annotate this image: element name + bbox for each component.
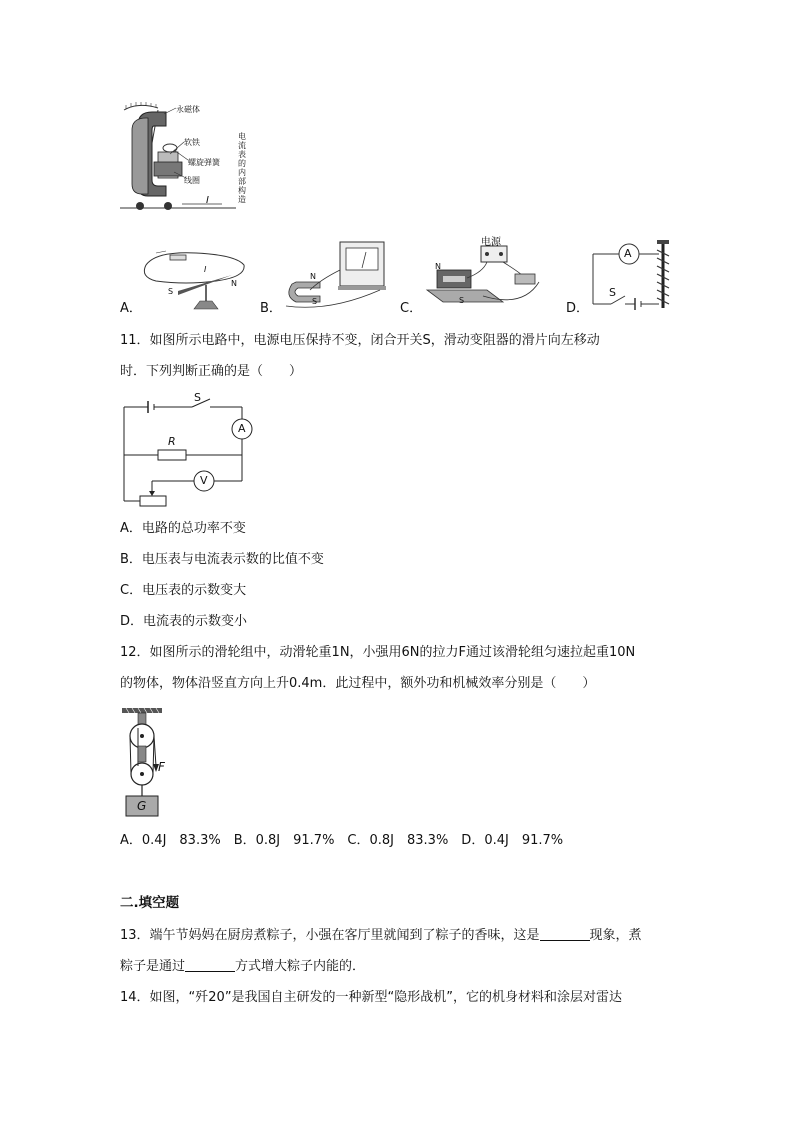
- wire-compass-drawing: [136, 243, 251, 311]
- q13-line1-pre: 13．端午节妈妈在厨房煮粽子，小强在客厅里就闻到了粽子的香味，这是: [120, 928, 540, 943]
- electromagnet-circuit-drawing: [585, 238, 680, 310]
- label-soft-iron: 软铁: [184, 138, 200, 147]
- q13-line2: [120, 957, 365, 977]
- q11-stem-line2: 时．下列判断正确的是（ ）: [120, 364, 303, 379]
- q11-option-c: C．电压表的示数变大: [120, 583, 247, 598]
- q13-line1-post: 现象，煮: [589, 928, 642, 943]
- option-a-pole-n: N: [231, 279, 237, 288]
- q11-circuit-drawing: [118, 393, 258, 508]
- option-b-pole-s: S: [312, 297, 318, 306]
- q11-option-d: D．电流表的示数变小: [120, 614, 248, 629]
- label-permanent-magnet: 永磁体: [176, 105, 200, 114]
- option-c-pole-n: N: [435, 262, 441, 271]
- option-a-current: I: [204, 265, 207, 274]
- label-spring: 螺旋弹簧: [188, 158, 220, 167]
- ammeter-structure-figure: [118, 100, 258, 218]
- q11-voltmeter-label: V: [200, 474, 208, 487]
- q12-force-label: F: [158, 760, 165, 774]
- q12-pulley-figure: [118, 706, 178, 818]
- q12-options: A．0.4J 83.3% B．0.8J 91.7% C．0.8J 83.3% D．0.4J 91.7%: [120, 833, 564, 848]
- q12-pulley-drawing: [118, 706, 178, 818]
- q11-circuit-figure: [118, 393, 258, 508]
- label-coil: 线圈: [184, 176, 200, 185]
- option-d-figure: [585, 238, 680, 310]
- option-b-pole-n: N: [310, 272, 316, 281]
- option-c-pole-s: S: [459, 296, 465, 305]
- q11-switch-label: S: [194, 391, 201, 404]
- q11-option-b: B．电压表与电流表示数的比值不变: [120, 552, 324, 567]
- q13-line1: [120, 926, 642, 946]
- q13-line2-post: 方式增大粽子内能的．: [235, 959, 366, 974]
- label-current-i: I: [206, 195, 209, 206]
- option-c-figure: [423, 232, 545, 312]
- q11-stem-line1: 11．如图所示电路中，电源电压保持不变，闭合开关S，滑动变阻器的滑片向左移动: [120, 333, 600, 348]
- option-d-letter: D．: [566, 301, 590, 316]
- q11-option-a: A．电路的总功率不变: [120, 521, 246, 536]
- option-d-switch: S: [609, 286, 616, 299]
- q13-blank-1[interactable]: [540, 926, 590, 941]
- section-2-title: 二.填空题: [120, 895, 180, 911]
- option-b-figure: [280, 240, 395, 312]
- q11-ammeter-label: A: [238, 422, 246, 435]
- magnet-galvanometer-drawing: [280, 240, 395, 312]
- option-a-pole-s: S: [168, 287, 174, 296]
- q12-weight-label: G: [137, 799, 147, 813]
- option-a-figure: [136, 243, 251, 311]
- q12-stem-line2: 的物体，物体沿竖直方向上升0.4m．此过程中，额外功和机械效率分别是（ ）: [120, 676, 596, 691]
- option-b-letter: B．: [260, 301, 282, 316]
- q12-stem-line1: 12．如图所示的滑轮组中，动滑轮重1N，小强用6N的拉力F通过该滑轮组匀速拉起重10N: [120, 645, 636, 660]
- q14-line1: 14．如图，“歼20”是我国自主研发的一种新型“隐形战机”，它的机身材料和涂层对雷达: [120, 990, 623, 1005]
- q13-blank-2[interactable]: [185, 957, 235, 972]
- option-d-ammeter: A: [624, 247, 632, 260]
- option-a-letter: A．: [120, 301, 142, 316]
- q11-resistor-label: R: [168, 435, 176, 448]
- label-side-caption: 电流表的内部构造: [238, 132, 246, 204]
- option-c-letter: C．: [400, 301, 423, 316]
- option-c-power-label: 电源: [481, 237, 501, 248]
- q13-line2-pre: 粽子是通过: [120, 959, 186, 974]
